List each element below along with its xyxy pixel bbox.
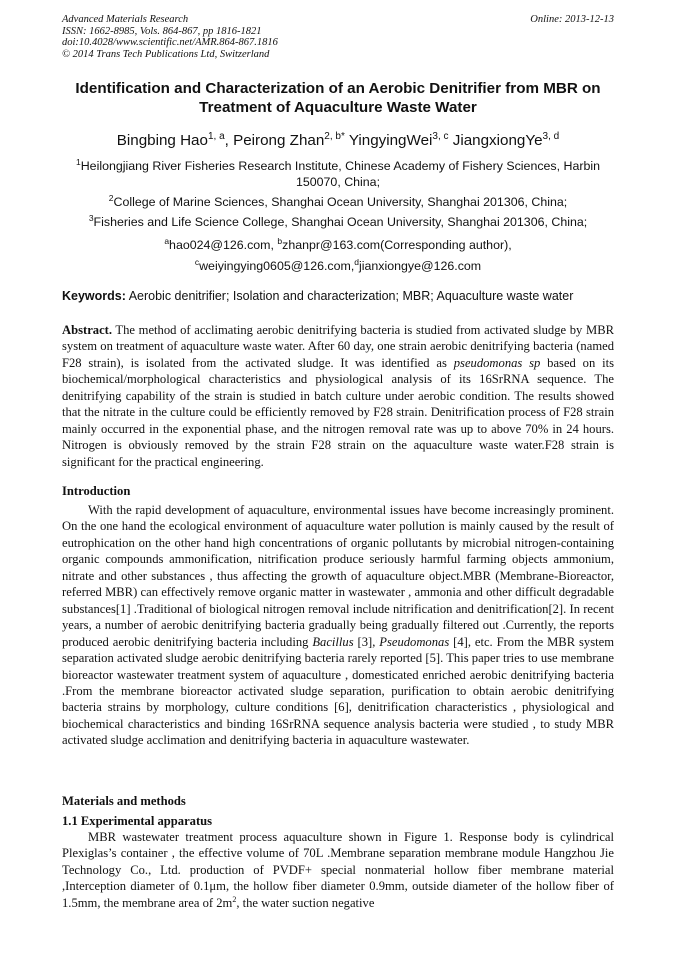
author: Peirong Zhan$^{2, b*}$	[233, 131, 345, 150]
keywords	[62, 289, 614, 304]
affiliation-2: $^2$College of Marine Sciences, Shanghai Ocean University, Shanghai 201306, China;	[108, 193, 568, 210]
keywords-text: Aerobic denitrifier; Isolation and characterization; MBR; Aquaculture waste water	[125, 289, 574, 303]
email-a: hao024@126.com,	[169, 238, 278, 253]
keywords-label: Keywords:	[62, 289, 126, 303]
author: YingyingWei$^{3, c}$	[348, 131, 449, 150]
affiliation-3: $^3$Fisheries and Life Science College, Shanghai Ocean University, Shanghai 201306, China;	[88, 213, 588, 230]
email-line-2: $^c$weiyingying0605@126.com,$^d$jianxiongye@126.com	[194, 257, 482, 274]
email-line-1: $^a$hao024@126.com, $^b$zhanpr@163.com(Corresponding author),	[164, 236, 512, 253]
issn-line: ISSN: 1662-8985, Vols. 864-867, pp 1816-1821	[62, 25, 262, 37]
introduction-heading: Introduction	[62, 484, 131, 498]
journal-name: Advanced Materials Research	[62, 14, 189, 25]
online-date: Online: 2013-12-13	[530, 14, 614, 25]
email-d: jianxiongye@126.com	[359, 259, 482, 274]
email-b: zhanpr@163.com(Corresponding author),	[282, 238, 512, 253]
introduction-paragraph: With the rapid development of aquaculture, environmental issues have become increasingly prominent. On the one hand the ecological environment of aquaculture water pollution is mainly caused by the result of eutrophication on the other hand high concentrations of organic pollutants by microbial nitrogen-containing organic compounds ammonification, nitrification produce seriously harmful farming objects ammonium, nitrate and other substances , thus affecting the growth of aquaculture object.MBR (Membrane-Bioreactor, referred MBR) can effectively remove organic matter in wastewater , ammonia and other difficult degradable substances[1] .Traditional of biological nitrogen removal include nitrification and denitrification[2]. In recent years, a number of aerobic denitrifying bacteria gradually being gradually filtered out .Currently, the reports produced aerobic denitrifying bacteria including Bacillus [3], Pseudomonas [4], etc. From the MBR system separation activated sludge aerobic denitrifying bacteria rarely reported [5]. This paper tries to use membrane bioreactor wastewater treatment system of aquaculture , domesticated enriched aerobic denitrifying bacteria .From the membrane bioreactor activated sludge separation, purification to obtain aerobic denitrifying bacteria strains by morphology, culture conditions [6], denitrification characteristics , physiological and biochemical characteristics and binding 16SrRNA sequence analysis bacteria were studied , to study MBR activated sludge acclimation and denitrifying bacteria in aquaculture wastewater.	[62, 503, 614, 748]
doi-line: doi:10.4028/www.scientific.net/AMR.864-867.1816	[62, 37, 278, 49]
paper-title: Identification and Characterization of an Aerobic Denitrifier from MBR on Treatment of Aquaculture Waste Water	[75, 80, 601, 116]
abstract-paragraph: Abstract. The method of acclimating aerobic denitrifying bacteria is studied from activated sludge by MBR system on treatment of aquaculture waste water. After 60 day, one strain aerobic denitrifying bacteria (named F28 strain), is isolated from the activated sludge. It was identified as pseudomonas sp based on its biochemical/morphological characteristics and physiological analysis of its 16SrRNA sequence. The denitrifying capability of the strain is studied in batch culture under aerobic condition. The results showed that the nitrate in the culture could be efficiently removed by F28 strain. Denitrification process of F28 strain mainly occurred in the exponential phase, and the nitrogen removal rate was up to above 70% in 24 hours. Nitrogen is obviously removed by the strain F28 strain on the aquaculture waste water.F28 strain is significant for the practical engineering.	[62, 323, 614, 469]
materials-heading: Materials and methods	[62, 794, 186, 808]
author: JiangxiongYe$^{3, d}$	[452, 131, 560, 150]
author-list	[62, 128, 614, 150]
journal-header	[62, 14, 614, 60]
copyright-line: © 2014 Trans Tech Publications Ltd, Switzerland	[62, 48, 270, 60]
abstract-label: Abstract.	[62, 323, 113, 337]
affiliation-1: $^1$Heilongjiang River Fisheries Research Institute, Chinese Academy of Fishery Sciences, Harbin 150070, China;	[76, 157, 600, 189]
apparatus-subheading: 1.1 Experimental apparatus	[62, 814, 213, 828]
email-c: weiyingying0605@126.com,	[199, 259, 355, 274]
apparatus-paragraph: MBR wastewater treatment process aquaculture shown in Figure 1. Response body is cylindrical Plexiglas’s container , the effective volume of 70L .Membrane separation membrane module Hangzhou Jie Technology Co., Ltd. production of PVDF+ special nonmaterial hollow fiber membrane material ,Interception diameter of 0.1μm, the hollow fiber diameter 0.9mm, outside diameter of the hollow fiber of 1.5mm, the membrane area of $2m^2$, the water suction negative	[62, 830, 614, 910]
author: Bingbing Hao$^{1, a}$,	[116, 131, 234, 150]
